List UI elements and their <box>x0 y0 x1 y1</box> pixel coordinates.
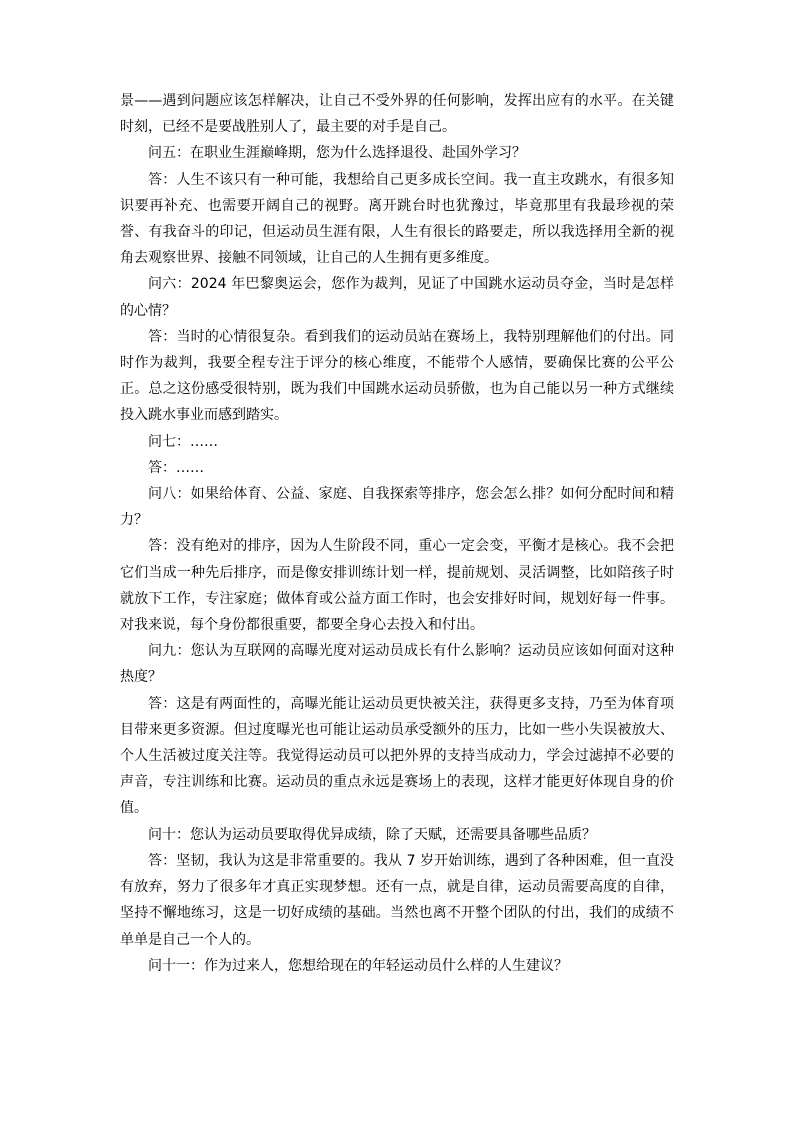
question-11: 问十一：作为过来人，您想给现在的年轻运动员什么样的人生建议？ <box>148 957 568 974</box>
answer-9: 答：这是有两面性的，高曝光能让运动员更快被关注，获得更多支持，乃至为体育项目带来更多资源。但过度曝光也可能让运动员承受额外的压力，比如一些小失误被放大、个人生活被过度关注等。我觉得运动员可以把外界的支持当成动力，学会过滤掉不必要的声音，专注训练和比赛。运动员的重点永远是赛场上的表现，这样才能更好体现自身的价值。 <box>120 695 674 817</box>
question-5: 问五：在职业生涯巅峰期，您为什么选择退役、赴国外学习？ <box>148 145 526 162</box>
answer-6: 答：当时的心情很复杂。看到我们的运动员站在赛场上，我特别理解他们的付出。同时作为裁判，我要全程专注于评分的核心维度，不能带个人感情，要确保比赛的公平公正。总之这份感受很特别，既为我们中国跳水运动员骄傲，也为自己能以另一种方式继续投入跳水事业而感到踏实。 <box>120 328 674 424</box>
answer-5: 答：人生不该只有一种可能，我想给自己更多成长空间。我一直主攻跳水，有很多知识要再补充、也需要开阔自己的视野。离开跳台时也犹豫过，毕竟那里有我最珍视的荣誉、有我奋斗的印记，但运动员生涯有限，人生有很长的路要走，所以我选择用全新的视角去观察世界、接触不同领域，让自己的人生拥有更多维度。 <box>120 171 674 267</box>
question-7: 问七：…… <box>148 433 218 450</box>
answer-8: 答：没有绝对的排序，因为人生阶段不同，重心一定会变，平衡才是核心。我不会把它们当成一种先后排序，而是像安排训练计划一样，提前规划、灵活调整，比如陪孩子时就放下工作，专注家庭；做体育或公益方面工作时，也会安排好时间，规划好每一件事。对我来说，每个身份都很重要，都要全身心去投入和付出。 <box>120 538 674 634</box>
paragraph-continuation: 景——遇到问题应该怎样解决，让自己不受外界的任何影响，发挥出应有的水平。在关键时刻，已经不是要战胜别人了，最主要的对手是自己。 <box>120 93 674 136</box>
answer-7: 答：…… <box>148 459 204 476</box>
question-6: 问六：2024 年巴黎奥运会，您作为裁判，见证了中国跳水运动员夺金，当时是怎样的心情？ <box>120 276 674 319</box>
article-body <box>120 88 674 979</box>
question-10: 问十：您认为运动员要取得优异成绩，除了天赋，还需要具备哪些品质？ <box>148 826 596 843</box>
question-8: 问八：如果给体育、公益、家庭、自我探索等排序，您会怎么排？如何分配时间和精力？ <box>120 486 674 529</box>
answer-10: 答：坚韧，我认为这是非常重要的。我从 7 岁开始训练，遇到了各种困难，但一直没有放弃，努力了很多年才真正实现梦想。还有一点，就是自律，运动员需要高度的自律，坚持不懈地练习，这是一切好成绩的基础。当然也离不开整个团队的付出，我们的成绩不单单是自己一个人的。 <box>120 852 674 948</box>
question-9: 问九：您认为互联网的高曝光度对运动员成长有什么影响？运动员应该如何面对这种热度？ <box>120 643 674 686</box>
